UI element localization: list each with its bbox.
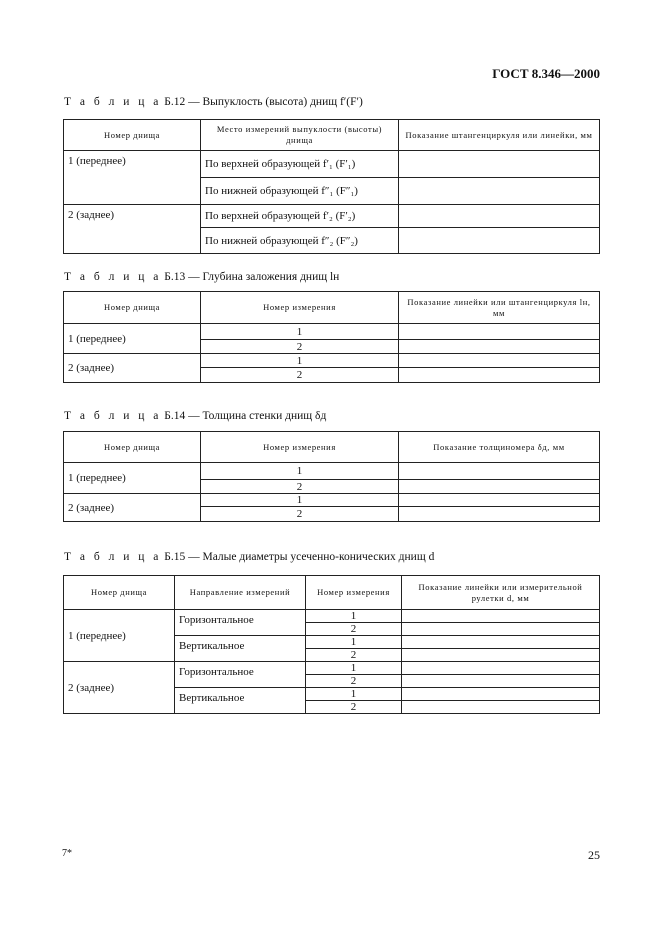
table-b14-caption: [64, 410, 326, 422]
col-header-bottom-number: Номер днища: [64, 432, 201, 463]
place-cell: По нижней образующей f″₁ (F″₁): [201, 178, 399, 205]
direction-cell: Горизонтальное: [175, 662, 306, 688]
measurement-cell: 1: [201, 494, 399, 507]
col-header-measurement: Номер измерения: [201, 292, 399, 324]
document-number: ГОСТ 8.346—2000: [492, 66, 600, 81]
reading-cell: [399, 324, 600, 340]
reading-cell: [399, 507, 600, 522]
caption-title: — Глубина заложения днищ lн: [188, 271, 340, 283]
direction-cell: Вертикальное: [175, 636, 306, 662]
table-b12-caption: [64, 96, 363, 108]
table-b15: [63, 575, 600, 714]
measurement-cell: 1: [201, 463, 399, 480]
bottom-number-cell: 2 (заднее): [64, 494, 201, 522]
reading-cell: [399, 228, 600, 254]
reading-cell: [402, 636, 600, 649]
bottom-number-cell: 1 (переднее): [64, 610, 175, 662]
reading-cell: [399, 480, 600, 494]
reading-cell: [399, 368, 600, 383]
col-header-measurement: Номер измерения: [201, 432, 399, 463]
bottom-number-cell: 1 (переднее): [64, 151, 201, 205]
measurement-cell: 1: [306, 688, 402, 701]
reading-cell: [399, 151, 600, 178]
caption-title: — Толщина стенки днищ δд: [188, 410, 327, 422]
measurement-cell: 2: [306, 649, 402, 662]
reading-cell: [402, 662, 600, 675]
table-b12: [63, 119, 600, 254]
reading-cell: [402, 701, 600, 714]
caption-prefix: Т а б л и ц а: [64, 96, 162, 108]
measurement-cell: 1: [306, 636, 402, 649]
bottom-number-cell: 2 (заднее): [64, 354, 201, 383]
col-header-direction: Направление измерений: [175, 576, 306, 610]
col-header-bottom-number: Номер днища: [64, 292, 201, 324]
caption-title: — Выпуклость (высота) днищ f′(F′): [188, 96, 363, 108]
print-signature: 7*: [62, 848, 72, 859]
bottom-number-cell: 1 (переднее): [64, 463, 201, 494]
reading-cell: [399, 494, 600, 507]
caption-prefix: Т а б л и ц а: [64, 271, 162, 283]
bottom-number-cell: 2 (заднее): [64, 662, 175, 714]
table-b13-caption: [64, 271, 339, 283]
caption-number: Б.15: [164, 551, 186, 563]
caption-prefix: Т а б л и ц а: [64, 551, 162, 563]
measurement-cell: 2: [306, 701, 402, 714]
reading-cell: [402, 675, 600, 688]
col-header-bottom-number: Номер днища: [64, 576, 175, 610]
direction-cell: Горизонтальное: [175, 610, 306, 636]
measurement-cell: 2: [201, 480, 399, 494]
caption-number: Б.14: [164, 410, 186, 422]
measurement-cell: 1: [306, 610, 402, 623]
reading-cell: [399, 178, 600, 205]
bottom-number-cell: 2 (заднее): [64, 205, 201, 254]
measurement-cell: 2: [201, 507, 399, 522]
table-b15-caption: [64, 551, 434, 563]
reading-cell: [399, 463, 600, 480]
table-b14: [63, 431, 600, 522]
measurement-cell: 2: [306, 623, 402, 636]
reading-cell: [399, 205, 600, 228]
caption-number: Б.12: [164, 96, 186, 108]
direction-cell: Вертикальное: [175, 688, 306, 714]
reading-cell: [399, 340, 600, 354]
reading-cell: [402, 649, 600, 662]
place-cell: По верхней образующей f′₂ (F′₂): [201, 205, 399, 228]
place-cell: По верхней образующей f′₁ (F′₁): [201, 151, 399, 178]
measurement-cell: 2: [201, 368, 399, 383]
place-cell: По нижней образующей f″₂ (F″₂): [201, 228, 399, 254]
bottom-number-cell: 1 (переднее): [64, 324, 201, 354]
reading-cell: [402, 623, 600, 636]
col-header-reading: Показание толщиномера δд, мм: [399, 432, 600, 463]
caption-number: Б.13: [164, 271, 186, 283]
reading-cell: [402, 688, 600, 701]
measurement-cell: 2: [306, 675, 402, 688]
caption-prefix: Т а б л и ц а: [64, 410, 162, 422]
reading-cell: [402, 610, 600, 623]
measurement-cell: 2: [201, 340, 399, 354]
col-header-bottom-number: Номер днища: [64, 120, 201, 151]
col-header-reading: Показание линейки или штангенциркуля lн, мм: [399, 292, 600, 324]
col-header-reading: Показание штангенциркуля или линейки, мм: [399, 120, 600, 151]
page-number: 25: [588, 848, 600, 862]
caption-title: — Малые диаметры усеченно-конических днищ d: [188, 551, 435, 563]
measurement-cell: 1: [306, 662, 402, 675]
measurement-cell: 1: [201, 324, 399, 340]
reading-cell: [399, 354, 600, 368]
col-header-place: Место измерений выпуклости (высоты) днища: [201, 120, 399, 151]
table-b13: [63, 291, 600, 383]
col-header-measurement: Номер измерения: [306, 576, 402, 610]
measurement-cell: 1: [201, 354, 399, 368]
col-header-reading: Показание линейки или измерительной рулетки d, мм: [402, 576, 600, 610]
